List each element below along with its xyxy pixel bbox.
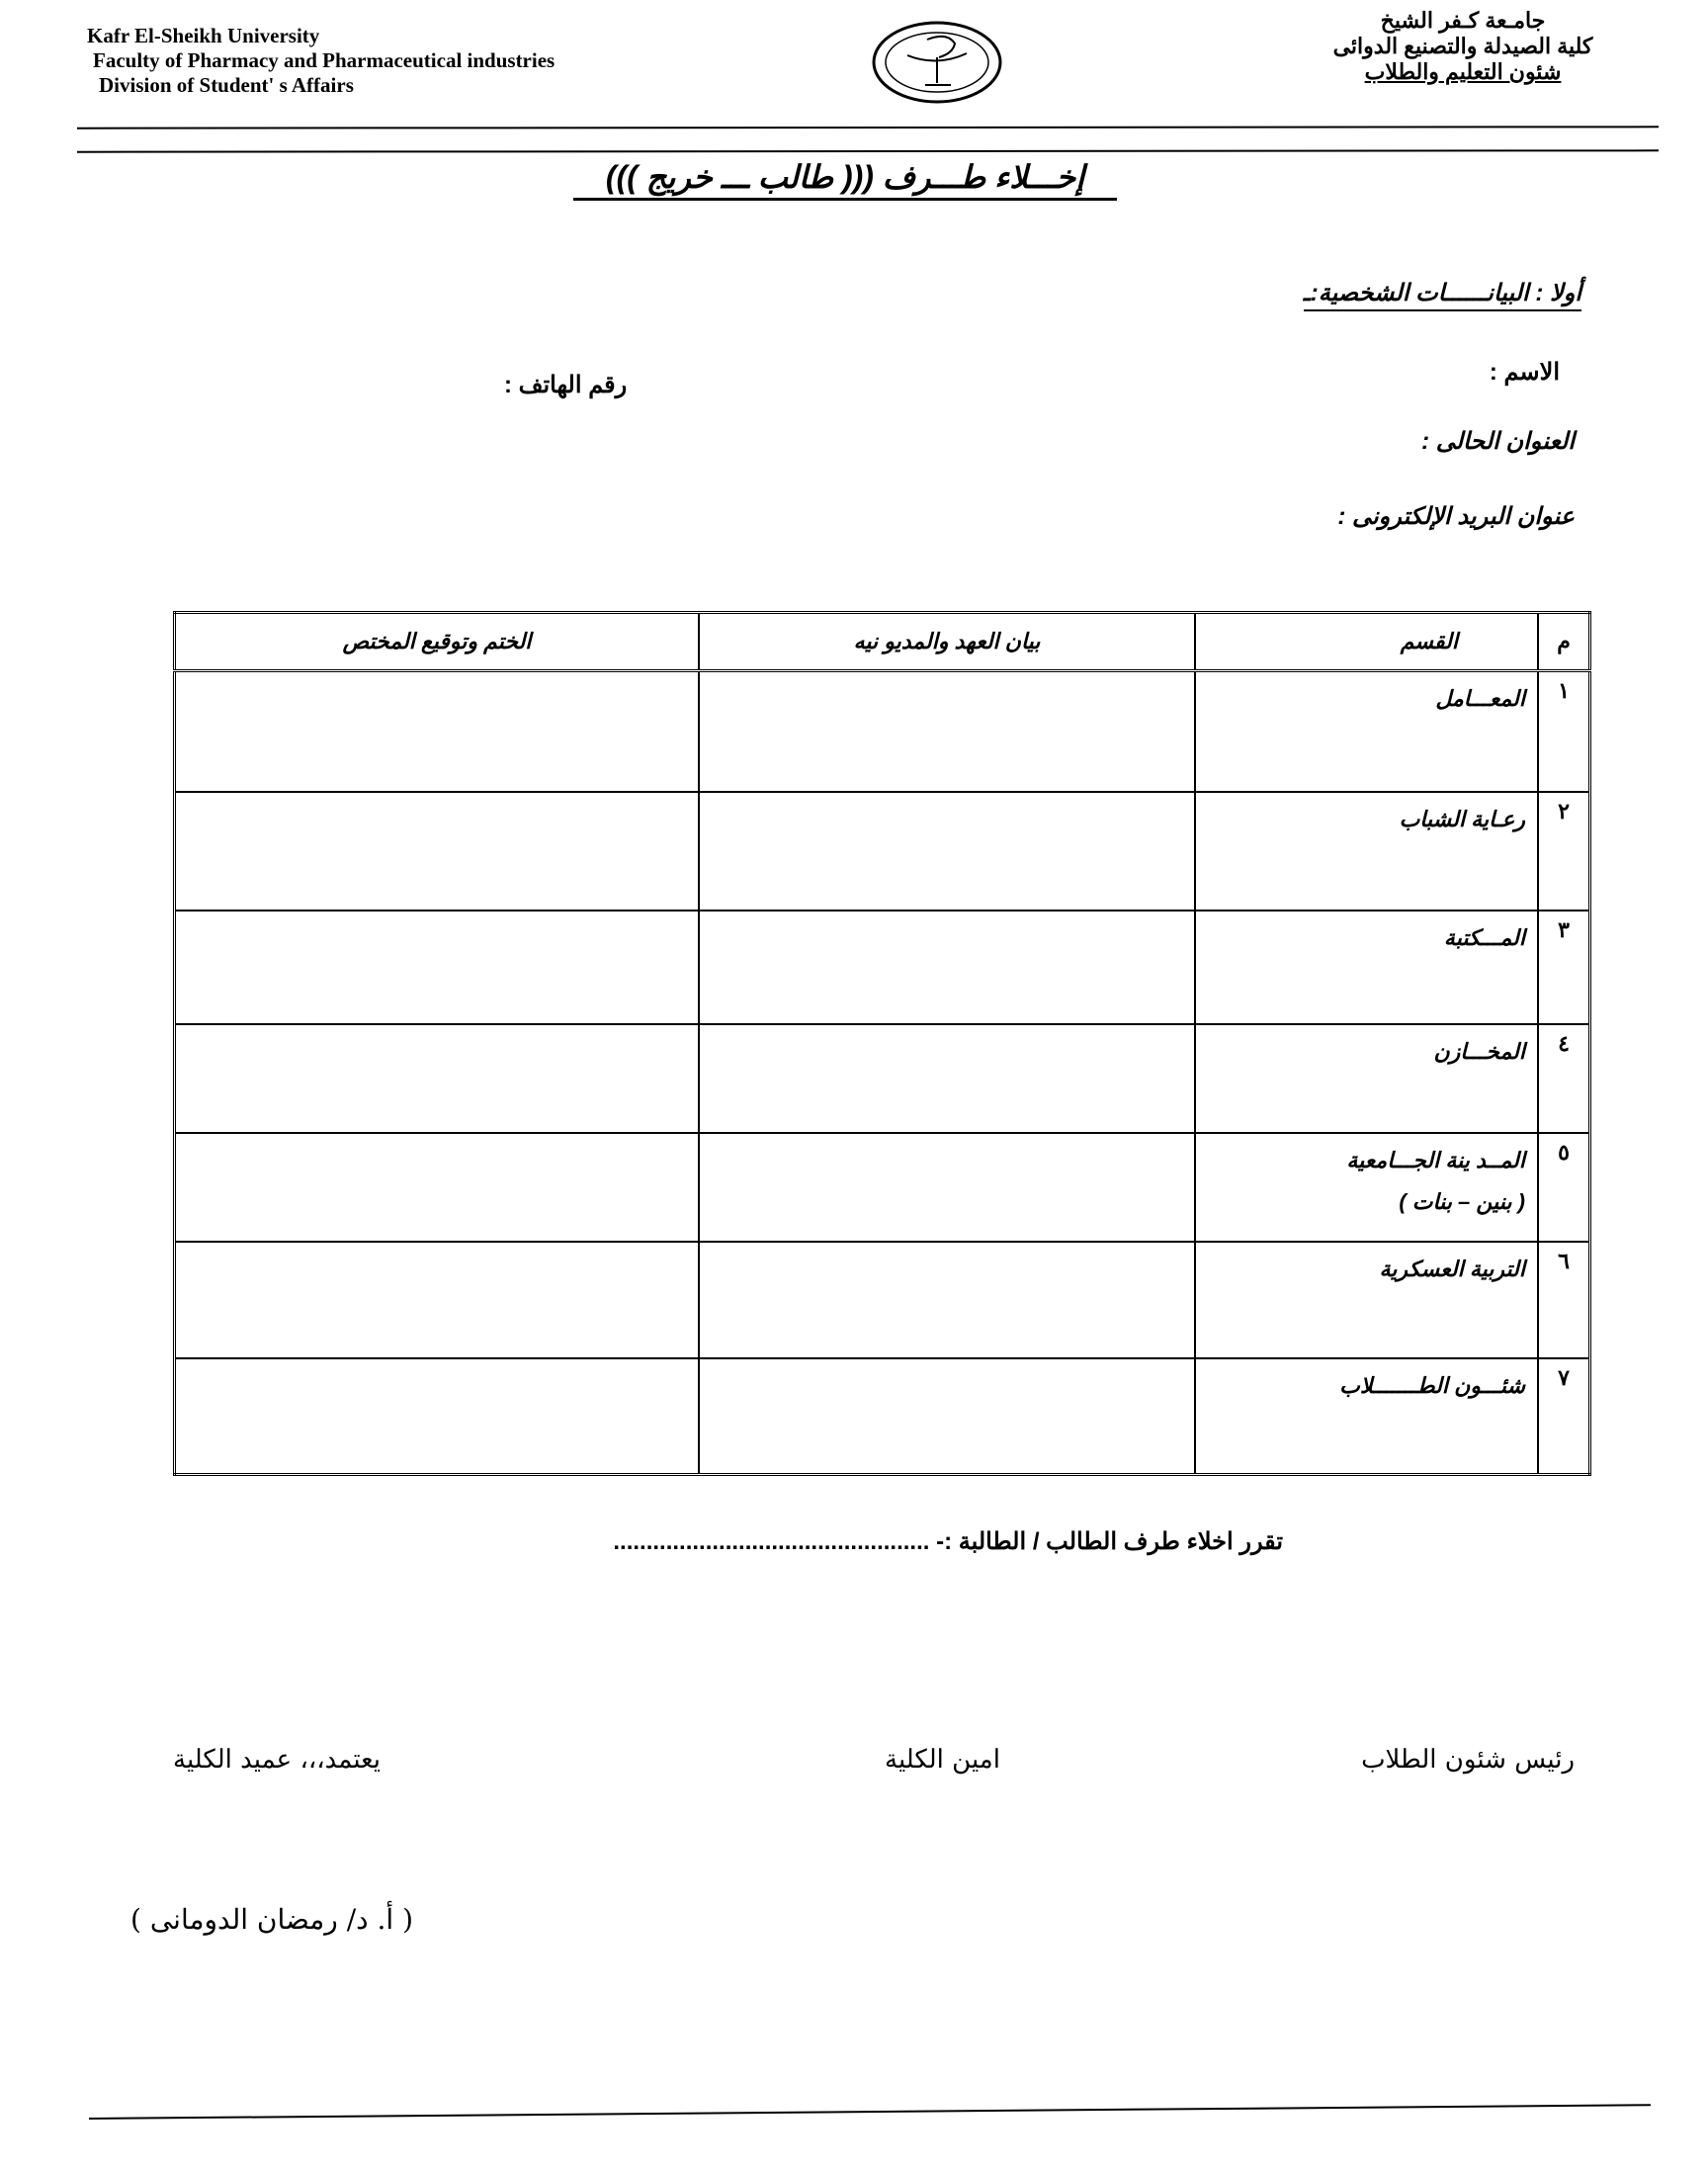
table-row bbox=[175, 1358, 1590, 1475]
row-num: ٤ bbox=[1538, 1024, 1590, 1133]
row-department bbox=[1195, 1133, 1538, 1242]
table-row bbox=[175, 792, 1590, 911]
division-name-en: Division of Student' s Affairs bbox=[99, 73, 354, 97]
table-row bbox=[175, 1242, 1590, 1358]
statement-cell[interactable] bbox=[699, 1358, 1195, 1475]
table-header-row bbox=[175, 613, 1590, 671]
row-num: ٧ bbox=[1538, 1358, 1590, 1475]
english-letterhead bbox=[87, 24, 555, 98]
department-sublabel: ( بنين – بنات ) bbox=[1399, 1188, 1525, 1214]
row-department bbox=[1195, 911, 1538, 1024]
signature-cell[interactable] bbox=[175, 1358, 700, 1475]
signature-faculty-secretary: امين الكلية bbox=[885, 1745, 1000, 1775]
page-title: إخـــلاء طـــرف ((( طالب ـــ خريج ))) bbox=[573, 158, 1117, 201]
signature-head-of-affairs: رئيس شئون الطلاب bbox=[1361, 1745, 1575, 1775]
faculty-name-ar: كلية الصيدلة والتصنيع الدوائى bbox=[1332, 34, 1593, 58]
division-name-ar: شئون التعليم والطلاب bbox=[1364, 59, 1562, 84]
table-row bbox=[175, 911, 1590, 1024]
header-signature: الختم وتوقيع المختص bbox=[175, 613, 700, 671]
decision-blank[interactable]: ................................................ bbox=[613, 1528, 930, 1555]
statement-cell[interactable] bbox=[699, 1133, 1195, 1242]
table-row bbox=[175, 671, 1590, 792]
header-statement: بيان العهد والمديو نيه bbox=[699, 613, 1195, 671]
signature-cell[interactable] bbox=[175, 911, 700, 1024]
dean-name: ( أ. د/ رمضان الدومانى ) bbox=[130, 1903, 414, 1936]
signature-dean: يعتمد،،، عميد الكلية bbox=[173, 1745, 381, 1775]
statement-cell[interactable] bbox=[699, 792, 1195, 911]
signature-cell[interactable] bbox=[175, 1242, 700, 1358]
table-row bbox=[175, 1024, 1590, 1133]
signature-cell[interactable] bbox=[175, 1133, 700, 1242]
signature-cell[interactable] bbox=[175, 671, 700, 792]
department-label: المـــكتبة bbox=[1443, 924, 1525, 950]
department-label: المعـــامل bbox=[1435, 686, 1525, 711]
section-personal-data: أولا : البيانــــــات الشخصية:ـ bbox=[1304, 279, 1581, 311]
header-divider-bottom bbox=[77, 149, 1659, 152]
row-num: ٥ bbox=[1538, 1133, 1590, 1242]
row-department bbox=[1195, 671, 1538, 792]
table-row bbox=[175, 1133, 1590, 1242]
faculty-name-en: Faculty of Pharmacy and Pharmaceutical industries bbox=[93, 48, 555, 72]
email-field-label: عنوان البريد الإلكترونى : bbox=[1337, 503, 1575, 530]
row-department bbox=[1195, 1242, 1538, 1358]
phone-field-label: رقم الهاتف : bbox=[504, 372, 628, 398]
statement-cell[interactable] bbox=[699, 671, 1195, 792]
row-num: ١ bbox=[1538, 671, 1590, 792]
department-label: المخـــازن bbox=[1433, 1038, 1525, 1064]
statement-cell[interactable] bbox=[699, 1242, 1195, 1358]
department-label: شئـــون الطـــــــلاب bbox=[1339, 1372, 1525, 1398]
university-name-ar: جامـعة كـفر الشيخ bbox=[1380, 8, 1546, 33]
arabic-letterhead bbox=[1305, 8, 1621, 85]
clearance-table bbox=[173, 611, 1591, 1476]
statement-cell[interactable] bbox=[699, 911, 1195, 1024]
row-num: ٢ bbox=[1538, 792, 1590, 911]
clearance-decision bbox=[613, 1527, 1283, 1556]
row-department bbox=[1195, 792, 1538, 911]
footer-divider bbox=[89, 2104, 1651, 2120]
header-divider-top bbox=[77, 126, 1659, 129]
university-seal-icon bbox=[868, 18, 1006, 107]
header-num: م bbox=[1538, 613, 1590, 671]
signature-cell[interactable] bbox=[175, 792, 700, 911]
header-department: القسم bbox=[1195, 613, 1538, 671]
address-field-label: العنوان الحالى : bbox=[1421, 428, 1575, 455]
department-label: رعـاية الشباب bbox=[1399, 806, 1525, 831]
row-num: ٣ bbox=[1538, 911, 1590, 1024]
statement-cell[interactable] bbox=[699, 1024, 1195, 1133]
row-department bbox=[1195, 1024, 1538, 1133]
row-department bbox=[1195, 1358, 1538, 1475]
department-label: المــد ينة الجـــامعية bbox=[1346, 1147, 1525, 1172]
department-label: التربية العسكرية bbox=[1379, 1256, 1525, 1281]
decision-label: تقرر اخلاء طرف الطالب / الطالبة :- bbox=[936, 1528, 1283, 1555]
row-num: ٦ bbox=[1538, 1242, 1590, 1358]
signature-cell[interactable] bbox=[175, 1024, 700, 1133]
name-field-label: الاسم : bbox=[1489, 359, 1560, 386]
university-name-en: Kafr El-Sheikh University bbox=[87, 24, 320, 47]
